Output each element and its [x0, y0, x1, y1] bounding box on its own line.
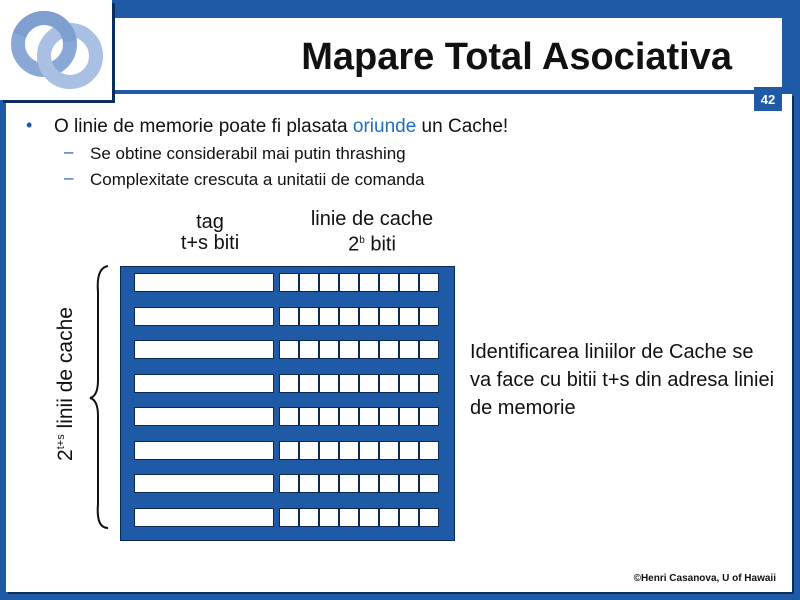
sub-bullet-item [24, 144, 508, 164]
data-cell [319, 407, 339, 426]
tag-field [134, 273, 274, 292]
data-cell [379, 340, 399, 359]
data-cell [359, 307, 379, 326]
data-cell [279, 374, 299, 393]
data-cell [419, 508, 439, 527]
data-cell [299, 508, 319, 527]
rows-base: 2 [54, 449, 77, 461]
data-cell [319, 340, 339, 359]
line-bits-base: 2 [348, 233, 360, 256]
data-cell [399, 474, 419, 493]
data-cell [399, 407, 419, 426]
data-cell [359, 508, 379, 527]
data-cell [379, 474, 399, 493]
data-cell [339, 374, 359, 393]
data-cell [319, 441, 339, 460]
data-cell [419, 273, 439, 292]
data-cell [299, 374, 319, 393]
data-cell [359, 407, 379, 426]
data-cell [279, 407, 299, 426]
data-cell [279, 441, 299, 460]
data-cell [419, 474, 439, 493]
rows-rest: linii de cache [54, 307, 77, 435]
data-cell [399, 441, 419, 460]
data-cell [299, 273, 319, 292]
data-cell [299, 340, 319, 359]
bullet-text-after: un Cache! [416, 116, 509, 137]
tag-bits-label: t+s biti [180, 232, 240, 254]
data-cell [279, 474, 299, 493]
tag-field [134, 307, 274, 326]
data-cell [339, 407, 359, 426]
data-cell [339, 508, 359, 527]
footer-credit: ©Henri Casanova, U of Hawaii [633, 573, 776, 584]
tag-column-label [160, 212, 260, 254]
page-number-badge: 42 [754, 87, 782, 111]
logo [0, 0, 112, 100]
data-cell [419, 407, 439, 426]
data-cell [279, 273, 299, 292]
line-column-label [292, 209, 452, 256]
data-cell [379, 508, 399, 527]
side-description: Identificarea liniilor de Cache se va face cu bitii t+s din adresa liniei de memorie [470, 341, 775, 419]
tag-field [134, 508, 274, 527]
data-cell [279, 340, 299, 359]
sub-bullet-text: Complexitate crescuta a unitatii de comanda [90, 170, 425, 189]
data-cell [339, 273, 359, 292]
data-cell [319, 273, 339, 292]
data-cell [319, 508, 339, 527]
tag-field [134, 441, 274, 460]
data-cell [339, 474, 359, 493]
data-cell [379, 407, 399, 426]
data-cell [359, 340, 379, 359]
curly-brace-icon [88, 262, 112, 532]
rows-exp: t+s [55, 434, 67, 450]
data-cell [399, 307, 419, 326]
cs-ring-logo-icon [8, 6, 104, 92]
data-cell [379, 273, 399, 292]
data-cell [339, 340, 359, 359]
line-bits-rest: biti [364, 233, 396, 256]
data-cell [339, 441, 359, 460]
tag-field [134, 340, 274, 359]
data-cell [299, 307, 319, 326]
data-cell [319, 474, 339, 493]
sub-bullet-text: Se obtine considerabil mai putin thrashing [90, 144, 406, 163]
line-bits-exp: b [359, 235, 365, 246]
data-cell [359, 273, 379, 292]
rows-count-label [54, 307, 78, 461]
data-cell [379, 307, 399, 326]
data-cell [279, 508, 299, 527]
data-cell [359, 441, 379, 460]
line-bits-label [292, 230, 452, 256]
data-cell [419, 340, 439, 359]
data-cell [319, 374, 339, 393]
bullet-item [24, 116, 508, 138]
data-cell [299, 407, 319, 426]
tag-field [134, 474, 274, 493]
bullet-list [24, 116, 508, 190]
data-cell [359, 474, 379, 493]
data-cell [399, 508, 419, 527]
tag-field [134, 374, 274, 393]
data-cell [279, 307, 299, 326]
line-label: linie de cache [310, 208, 434, 230]
cache-grid [120, 266, 455, 541]
tag-field [134, 407, 274, 426]
sub-bullet-item [24, 170, 508, 190]
data-cell [299, 474, 319, 493]
data-cell [339, 307, 359, 326]
data-cell [419, 441, 439, 460]
data-cell [359, 374, 379, 393]
slide-title: Mapare Total Asociativa [301, 36, 732, 78]
data-cell [399, 374, 419, 393]
data-cell [379, 374, 399, 393]
data-cell [379, 441, 399, 460]
data-cell [419, 307, 439, 326]
data-cell [419, 374, 439, 393]
data-cell [299, 441, 319, 460]
data-cell [399, 340, 419, 359]
data-cell [319, 307, 339, 326]
data-cell [399, 273, 419, 292]
bullet-dot-icon: • [26, 115, 33, 135]
bullet-highlight: oriunde [352, 116, 417, 137]
dash-icon: – [64, 168, 74, 187]
dash-icon: – [64, 142, 74, 161]
bullet-text-before: O linie de memorie poate fi plasata [54, 116, 353, 137]
tag-label: tag [196, 211, 224, 233]
